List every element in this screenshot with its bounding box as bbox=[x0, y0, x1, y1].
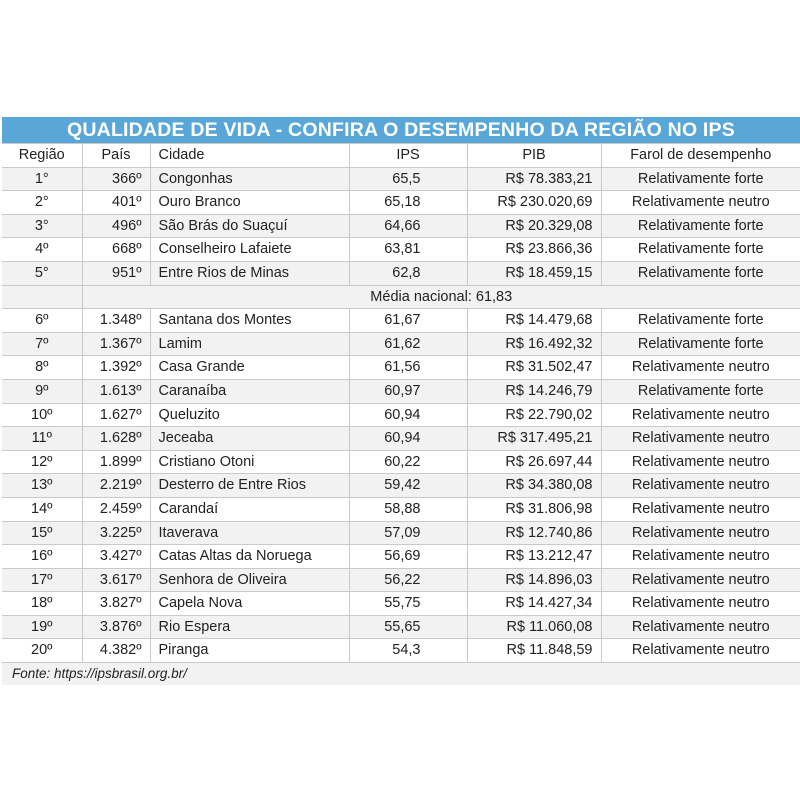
cell-pais: 3.225º bbox=[82, 521, 150, 545]
cell-regiao: 2° bbox=[2, 191, 82, 215]
cell-ips: 61,62 bbox=[349, 332, 467, 356]
cell-pais: 3.876º bbox=[82, 615, 150, 639]
cell-cidade: Desterro de Entre Rios bbox=[150, 474, 349, 498]
cell-farol: Relativamente forte bbox=[601, 261, 800, 285]
cell-ips: 59,42 bbox=[349, 474, 467, 498]
cell-farol: Relativamente neutro bbox=[601, 356, 800, 380]
cell-pais: 1.367º bbox=[82, 332, 150, 356]
table-row bbox=[2, 356, 800, 380]
cell-pib: R$ 14.479,68 bbox=[467, 309, 601, 333]
table-row bbox=[2, 497, 800, 521]
cell-pib: R$ 230.020,69 bbox=[467, 191, 601, 215]
cell-pais: 3.617º bbox=[82, 568, 150, 592]
cell-regiao: 8º bbox=[2, 356, 82, 380]
cell-ips: 60,94 bbox=[349, 427, 467, 451]
cell-farol: Relativamente neutro bbox=[601, 592, 800, 616]
ips-table-card bbox=[2, 117, 800, 685]
average-blank-cell bbox=[2, 285, 82, 309]
cell-pib: R$ 23.866,36 bbox=[467, 238, 601, 262]
cell-pais: 496º bbox=[82, 214, 150, 238]
cell-pais: 1.348º bbox=[82, 309, 150, 333]
cell-farol: Relativamente forte bbox=[601, 309, 800, 333]
cell-pib: R$ 14.896,03 bbox=[467, 568, 601, 592]
cell-pib: R$ 18.459,15 bbox=[467, 261, 601, 285]
table-row bbox=[2, 450, 800, 474]
cell-cidade: Rio Espera bbox=[150, 615, 349, 639]
cell-cidade: Conselheiro Lafaiete bbox=[150, 238, 349, 262]
header-regiao: Região bbox=[2, 144, 82, 168]
cell-regiao: 1° bbox=[2, 167, 82, 191]
cell-pib: R$ 11.060,08 bbox=[467, 615, 601, 639]
table-row bbox=[2, 545, 800, 569]
cell-pib: R$ 22.790,02 bbox=[467, 403, 601, 427]
cell-regiao: 4º bbox=[2, 238, 82, 262]
cell-cidade: Entre Rios de Minas bbox=[150, 261, 349, 285]
table-body-top bbox=[2, 167, 800, 285]
cell-farol: Relativamente forte bbox=[601, 332, 800, 356]
cell-regiao: 12º bbox=[2, 450, 82, 474]
cell-ips: 56,69 bbox=[349, 545, 467, 569]
table-row bbox=[2, 309, 800, 333]
cell-pais: 668º bbox=[82, 238, 150, 262]
table-row bbox=[2, 332, 800, 356]
cell-pais: 2.219º bbox=[82, 474, 150, 498]
cell-pais: 1.628º bbox=[82, 427, 150, 451]
cell-regiao: 17º bbox=[2, 568, 82, 592]
cell-pib: R$ 31.806,98 bbox=[467, 497, 601, 521]
cell-cidade: Itaverava bbox=[150, 521, 349, 545]
cell-pib: R$ 11.848,59 bbox=[467, 639, 601, 662]
cell-farol: Relativamente neutro bbox=[601, 521, 800, 545]
cell-ips: 60,97 bbox=[349, 379, 467, 403]
cell-cidade: Ouro Branco bbox=[150, 191, 349, 215]
cell-regiao: 10º bbox=[2, 403, 82, 427]
cell-cidade: Queluzito bbox=[150, 403, 349, 427]
cell-pib: R$ 31.502,47 bbox=[467, 356, 601, 380]
cell-farol: Relativamente neutro bbox=[601, 403, 800, 427]
table-row bbox=[2, 639, 800, 662]
cell-farol: Relativamente neutro bbox=[601, 474, 800, 498]
table-row bbox=[2, 568, 800, 592]
table-row bbox=[2, 615, 800, 639]
cell-pib: R$ 78.383,21 bbox=[467, 167, 601, 191]
cell-regiao: 11º bbox=[2, 427, 82, 451]
table-row bbox=[2, 427, 800, 451]
cell-ips: 56,22 bbox=[349, 568, 467, 592]
cell-cidade: Piranga bbox=[150, 639, 349, 662]
cell-pais: 366º bbox=[82, 167, 150, 191]
cell-ips: 55,75 bbox=[349, 592, 467, 616]
source-note: Fonte: https://ipsbrasil.org.br/ bbox=[2, 662, 800, 685]
cell-ips: 57,09 bbox=[349, 521, 467, 545]
cell-farol: Relativamente forte bbox=[601, 167, 800, 191]
cell-pib: R$ 12.740,86 bbox=[467, 521, 601, 545]
cell-pais: 1.899º bbox=[82, 450, 150, 474]
cell-regiao: 15º bbox=[2, 521, 82, 545]
table-row bbox=[2, 474, 800, 498]
cell-cidade: Senhora de Oliveira bbox=[150, 568, 349, 592]
cell-regiao: 16º bbox=[2, 545, 82, 569]
cell-pib: R$ 13.212,47 bbox=[467, 545, 601, 569]
cell-cidade: Jeceaba bbox=[150, 427, 349, 451]
cell-regiao: 19º bbox=[2, 615, 82, 639]
table-row bbox=[2, 379, 800, 403]
cell-farol: Relativamente neutro bbox=[601, 497, 800, 521]
cell-pais: 401º bbox=[82, 191, 150, 215]
cell-cidade: Cristiano Otoni bbox=[150, 450, 349, 474]
table-row bbox=[2, 261, 800, 285]
cell-pib: R$ 20.329,08 bbox=[467, 214, 601, 238]
cell-ips: 62,8 bbox=[349, 261, 467, 285]
cell-cidade: São Brás do Suaçuí bbox=[150, 214, 349, 238]
table-row bbox=[2, 592, 800, 616]
cell-pib: R$ 16.492,32 bbox=[467, 332, 601, 356]
header-pais: País bbox=[82, 144, 150, 168]
cell-regiao: 6º bbox=[2, 309, 82, 333]
cell-farol: Relativamente forte bbox=[601, 238, 800, 262]
cell-regiao: 14º bbox=[2, 497, 82, 521]
table-body-bottom bbox=[2, 309, 800, 662]
header-row bbox=[2, 144, 800, 168]
cell-ips: 60,22 bbox=[349, 450, 467, 474]
cell-farol: Relativamente neutro bbox=[601, 191, 800, 215]
cell-cidade: Carandaí bbox=[150, 497, 349, 521]
cell-cidade: Catas Altas da Noruega bbox=[150, 545, 349, 569]
cell-pais: 1.392º bbox=[82, 356, 150, 380]
cell-ips: 64,66 bbox=[349, 214, 467, 238]
cell-regiao: 9º bbox=[2, 379, 82, 403]
cell-ips: 63,81 bbox=[349, 238, 467, 262]
cell-ips: 60,94 bbox=[349, 403, 467, 427]
cell-ips: 61,67 bbox=[349, 309, 467, 333]
table-row bbox=[2, 238, 800, 262]
cell-pib: R$ 14.427,34 bbox=[467, 592, 601, 616]
header-ips: IPS bbox=[349, 144, 467, 168]
cell-cidade: Santana dos Montes bbox=[150, 309, 349, 333]
cell-pais: 1.627º bbox=[82, 403, 150, 427]
cell-farol: Relativamente neutro bbox=[601, 639, 800, 662]
cell-pais: 3.827º bbox=[82, 592, 150, 616]
table-row bbox=[2, 521, 800, 545]
cell-farol: Relativamente neutro bbox=[601, 545, 800, 569]
cell-farol: Relativamente neutro bbox=[601, 615, 800, 639]
cell-regiao: 7º bbox=[2, 332, 82, 356]
cell-pib: R$ 14.246,79 bbox=[467, 379, 601, 403]
cell-pais: 3.427º bbox=[82, 545, 150, 569]
cell-pib: R$ 34.380,08 bbox=[467, 474, 601, 498]
cell-farol: Relativamente neutro bbox=[601, 427, 800, 451]
cell-pais: 2.459º bbox=[82, 497, 150, 521]
cell-cidade: Casa Grande bbox=[150, 356, 349, 380]
cell-ips: 55,65 bbox=[349, 615, 467, 639]
cell-regiao: 13º bbox=[2, 474, 82, 498]
header-pib: PIB bbox=[467, 144, 601, 168]
cell-farol: Relativamente neutro bbox=[601, 568, 800, 592]
table-title: QUALIDADE DE VIDA - CONFIRA O DESEMPENHO DA REGIÃO NO IPS bbox=[2, 117, 800, 143]
cell-regiao: 20º bbox=[2, 639, 82, 662]
cell-cidade: Lamim bbox=[150, 332, 349, 356]
cell-regiao: 18º bbox=[2, 592, 82, 616]
cell-cidade: Caranaíba bbox=[150, 379, 349, 403]
table-row bbox=[2, 191, 800, 215]
cell-regiao: 3° bbox=[2, 214, 82, 238]
header-farol: Farol de desempenho bbox=[601, 144, 800, 168]
cell-pib: R$ 26.697,44 bbox=[467, 450, 601, 474]
average-section bbox=[2, 285, 800, 309]
header-cidade: Cidade bbox=[150, 144, 349, 168]
cell-cidade: Congonhas bbox=[150, 167, 349, 191]
cell-ips: 65,5 bbox=[349, 167, 467, 191]
average-label: Média nacional: 61,83 bbox=[82, 285, 800, 309]
average-row bbox=[2, 285, 800, 309]
cell-cidade: Capela Nova bbox=[150, 592, 349, 616]
cell-ips: 61,56 bbox=[349, 356, 467, 380]
cell-farol: Relativamente forte bbox=[601, 214, 800, 238]
cell-pib: R$ 317.495,21 bbox=[467, 427, 601, 451]
cell-ips: 54,3 bbox=[349, 639, 467, 662]
cell-ips: 58,88 bbox=[349, 497, 467, 521]
ips-table bbox=[2, 143, 800, 662]
cell-pais: 1.613º bbox=[82, 379, 150, 403]
table-row bbox=[2, 403, 800, 427]
cell-farol: Relativamente forte bbox=[601, 379, 800, 403]
cell-pais: 4.382º bbox=[82, 639, 150, 662]
table-row bbox=[2, 214, 800, 238]
cell-pais: 951º bbox=[82, 261, 150, 285]
cell-regiao: 5° bbox=[2, 261, 82, 285]
table-row bbox=[2, 167, 800, 191]
cell-ips: 65,18 bbox=[349, 191, 467, 215]
cell-farol: Relativamente neutro bbox=[601, 450, 800, 474]
